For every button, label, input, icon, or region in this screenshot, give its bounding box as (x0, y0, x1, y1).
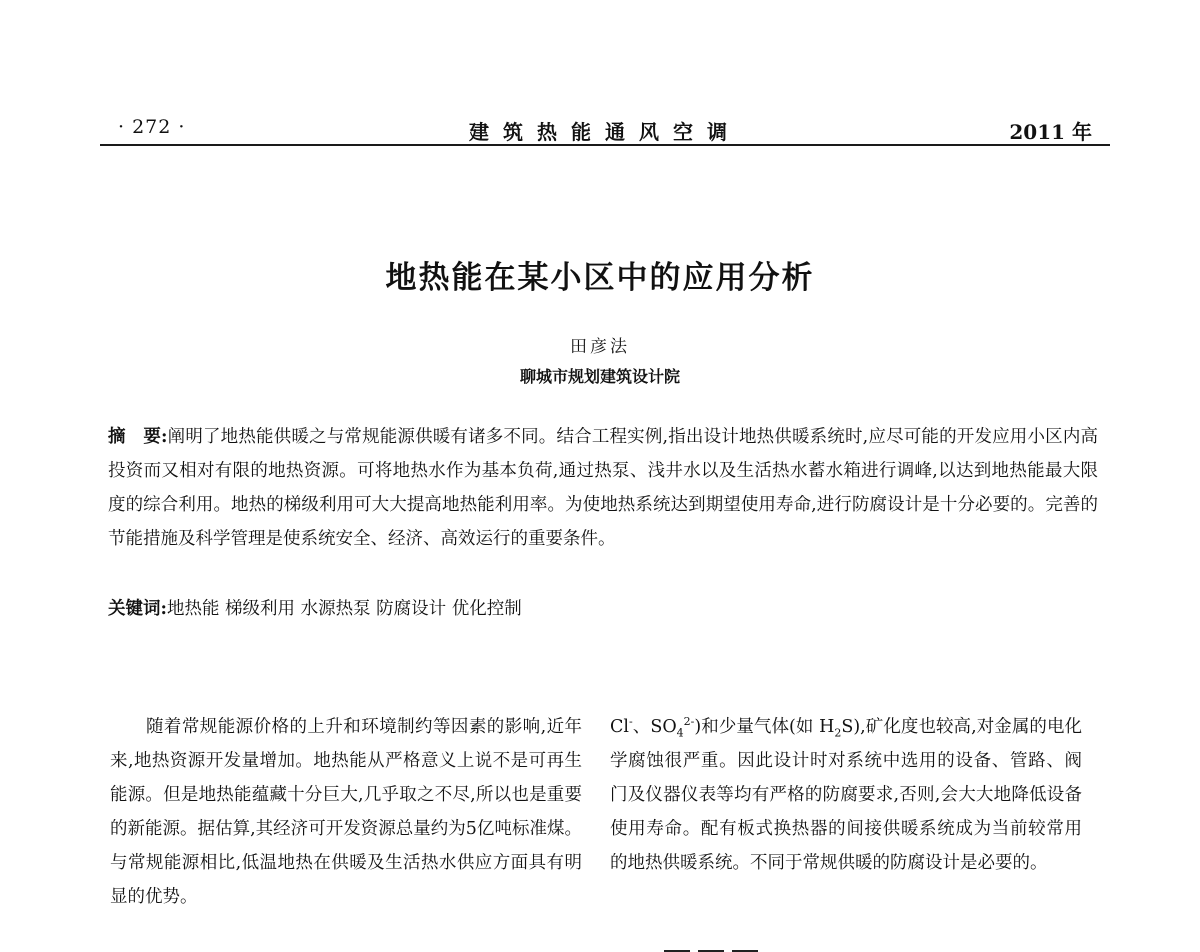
body-right-part-1: Cl (610, 717, 629, 737)
body-right-part-4: S),矿化度也较高,对金属的电化学腐蚀很严重。因此设计时对系统中选用的设备、管路、阀门及仪器仪表等均有严格的防腐要求,否则,会大大地降低设备使用寿命。配有板式换热器的间接供暖系统成为当前较常用的地热供暖系统。不同于常规供暖的防腐设计是必要的。 (610, 717, 1082, 873)
keywords-text: 地热能 梯级利用 水源热泵 防腐设计 优化控制 (166, 599, 522, 619)
author-affiliation: 聊城市规划建筑设计院 (519, 367, 680, 386)
abstract-label: 摘 要: (108, 427, 168, 447)
body-right-part-2: 、SO (632, 717, 677, 737)
page-number: · 272 · (118, 116, 186, 138)
cut-off-section-heading (664, 938, 784, 952)
abstract-text: 阐明了地热能供暖之与常规能源供暖有诸多不同。结合工程实例,指出设计地热供暖系统时,应尽可能的开发应用小区内高投资而又相对有限的地热资源。可将地热水作为基本负荷,通过热泵、浅井水以及生活热水蓄水箱进行调峰,以达到地热能最大限度的综合利用。地热的梯级利用可大大提高地热能利用率。为使地热系统达到期望使用寿命,进行防腐设计是十分必要的。完善的节能措施及科学管理是使系统安全、经济、高效运行的重要条件。 (108, 427, 1098, 549)
body-right-sub-3: 2 (834, 726, 842, 740)
body-right-sup-2: 2- (683, 715, 695, 729)
body-right-sup-1: - (629, 715, 633, 729)
running-header (100, 110, 1110, 146)
body-column-right (610, 710, 1082, 880)
body-right-sub-2: 4 (676, 726, 684, 740)
keywords (108, 592, 522, 626)
article-title: 地热能在某小区中的应用分析 (385, 260, 815, 296)
journal-name: 建筑热能通风空调 (469, 120, 741, 144)
body-column-left: 随着常规能源价格的上升和环境制约等因素的影响,近年来,地热资源开发量增加。地热能从严格意义上说不是可再生能源。但是地热能蕴藏十分巨大,几乎取之不尽,所以也是重要的新能源。据估算,其经济可开发资源总量约为5亿吨标准煤。与常规能源相比,低温地热在供暖及生活热水供应方面具有明显的优势。 (110, 717, 582, 907)
body-right-part-3: )和少量气体(如 H (694, 717, 835, 737)
abstract (108, 420, 1098, 556)
publication-year: 2011 年 (1009, 120, 1092, 144)
keywords-label: 关键词: (108, 599, 167, 619)
author-name: 田彦法 (570, 337, 630, 357)
